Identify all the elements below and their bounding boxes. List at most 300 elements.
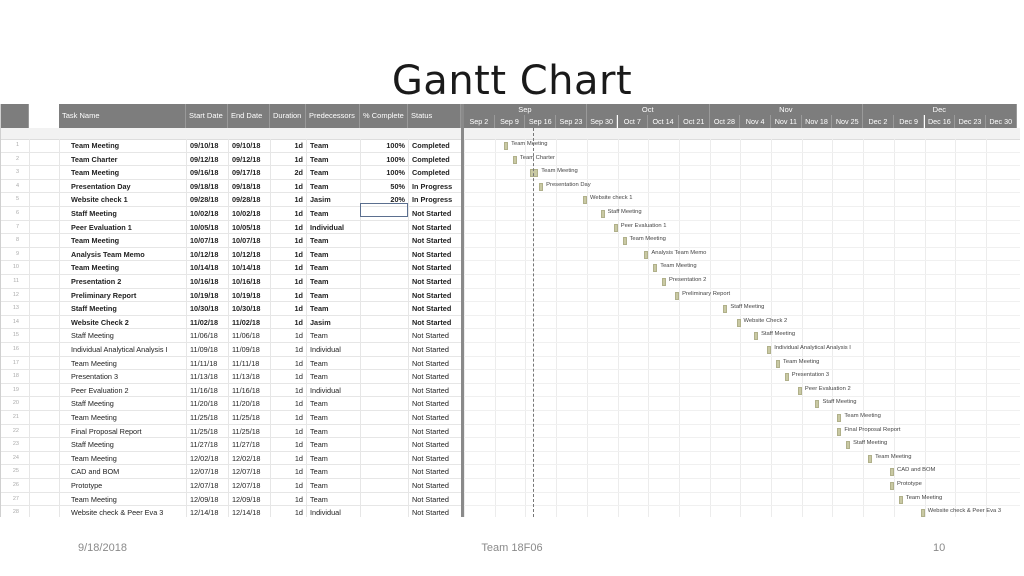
duration-cell[interactable]: 1d xyxy=(294,453,303,463)
week-header: Dec 9 xyxy=(894,115,925,128)
predecessors-cell[interactable]: Team xyxy=(310,453,328,463)
status-cell[interactable]: Not Started xyxy=(412,413,449,422)
col-divider xyxy=(306,139,307,517)
task-name-cell[interactable]: Team Meeting xyxy=(71,358,117,368)
task-bar[interactable] xyxy=(837,414,841,422)
predecessors-cell[interactable]: Individual xyxy=(310,508,341,517)
task-name-cell[interactable]: Peer Evaluation 1 xyxy=(71,222,132,232)
percent-complete-cell[interactable]: 100% xyxy=(386,141,405,150)
task-row[interactable] xyxy=(1,221,463,235)
task-row[interactable] xyxy=(1,493,463,507)
status-cell[interactable]: In Progress xyxy=(412,181,453,191)
task-name-cell[interactable]: Individual Analytical Analysis I xyxy=(71,345,168,354)
duration-cell[interactable]: 1d xyxy=(294,141,303,150)
start-date-cell[interactable]: 09/12/18 xyxy=(190,154,219,164)
percent-complete-cell[interactable] xyxy=(360,234,405,248)
gantt-row xyxy=(464,234,1020,248)
task-name-cell[interactable]: Final Proposal Report xyxy=(71,426,142,436)
today-marker-line xyxy=(533,128,534,517)
predecessors-cell[interactable]: Team xyxy=(310,181,329,191)
start-date-cell[interactable]: 10/07/18 xyxy=(190,236,219,246)
duration-cell[interactable]: 1d xyxy=(294,304,303,314)
task-name-cell[interactable]: Team Meeting xyxy=(71,236,120,246)
duration-cell[interactable]: 1d xyxy=(294,399,303,409)
task-row[interactable] xyxy=(1,384,463,398)
task-row[interactable] xyxy=(1,302,463,316)
status-cell[interactable]: Not Started xyxy=(412,236,452,246)
duration-cell[interactable]: 1d xyxy=(294,426,303,436)
start-date-cell[interactable]: 11/20/18 xyxy=(190,399,218,409)
status-cell[interactable]: Completed xyxy=(412,168,450,178)
end-date-cell[interactable]: 11/20/18 xyxy=(232,399,260,409)
task-bar[interactable] xyxy=(767,346,771,354)
predecessors-cell[interactable]: Team xyxy=(310,358,328,368)
end-date-cell[interactable]: 11/02/18 xyxy=(232,317,261,327)
task-bar[interactable] xyxy=(899,496,903,504)
end-date-cell[interactable]: 11/16/18 xyxy=(232,385,260,395)
task-name-cell[interactable]: Analysis Team Memo xyxy=(71,249,145,259)
task-bar[interactable] xyxy=(798,387,802,395)
task-bar-label: Preliminary Report xyxy=(682,290,731,297)
task-bar[interactable] xyxy=(662,278,666,286)
month-header: Nov xyxy=(710,104,864,115)
task-name-cell[interactable]: Team Meeting xyxy=(71,168,120,178)
start-date-cell[interactable]: 12/14/18 xyxy=(190,508,219,517)
task-bar[interactable] xyxy=(614,224,618,232)
end-date-cell[interactable]: 12/09/18 xyxy=(232,494,261,504)
task-name-cell[interactable]: Staff Meeting xyxy=(71,399,114,409)
status-cell[interactable]: Completed xyxy=(412,141,450,150)
task-row[interactable] xyxy=(1,465,463,479)
start-date-cell[interactable]: 12/07/18 xyxy=(190,467,219,477)
end-date-cell[interactable]: 11/09/18 xyxy=(232,345,260,354)
selected-cell[interactable] xyxy=(360,203,408,217)
footer-page-number: 10 xyxy=(933,542,946,554)
task-bar-label: Team Meeting xyxy=(875,453,912,460)
end-date-cell[interactable]: 11/11/18 xyxy=(232,358,260,368)
predecessors-cell[interactable]: Team xyxy=(310,481,328,490)
percent-complete-cell[interactable] xyxy=(360,302,405,316)
header-predecessors[interactable]: Predecessors xyxy=(306,104,360,128)
status-cell[interactable]: In Progress xyxy=(412,195,453,205)
duration-cell[interactable]: 1d xyxy=(294,236,303,246)
end-date-cell[interactable]: 10/07/18 xyxy=(232,236,261,246)
task-bar[interactable] xyxy=(723,305,727,313)
task-name-cell[interactable]: Team Meeting xyxy=(71,494,117,504)
task-bar[interactable] xyxy=(754,332,758,340)
start-date-cell[interactable]: 11/25/18 xyxy=(190,426,218,436)
status-cell[interactable]: Not Started xyxy=(412,277,452,286)
predecessors-cell[interactable]: Team xyxy=(310,168,329,178)
gantt-row xyxy=(464,180,1020,194)
header-task-name[interactable]: Task Name xyxy=(59,104,186,128)
task-name-cell[interactable]: Presentation 2 xyxy=(71,277,122,286)
task-bar-label: Presentation 3 xyxy=(791,372,830,379)
status-cell[interactable]: Not Started xyxy=(412,426,449,436)
status-cell[interactable]: Not Started xyxy=(412,467,449,477)
duration-cell[interactable]: 1d xyxy=(294,222,303,232)
predecessors-cell[interactable]: Team xyxy=(310,277,329,286)
month-header: Sep xyxy=(464,104,587,115)
task-bar[interactable] xyxy=(653,264,657,272)
task-row[interactable] xyxy=(1,234,463,248)
predecessors-cell[interactable]: Team xyxy=(310,413,328,422)
status-cell[interactable]: Not Started xyxy=(412,317,452,327)
percent-complete-cell[interactable] xyxy=(360,248,405,262)
task-bar[interactable] xyxy=(868,455,872,463)
status-cell[interactable]: Not Started xyxy=(412,440,449,450)
task-name-cell[interactable]: Team Meeting xyxy=(71,453,117,463)
predecessors-cell[interactable]: Team xyxy=(310,372,328,382)
gantt-row xyxy=(464,343,1020,357)
status-cell[interactable]: Not Started xyxy=(412,222,452,232)
row-number: 22 xyxy=(12,427,19,434)
gantt-row xyxy=(464,275,1020,289)
percent-complete-cell[interactable] xyxy=(360,411,405,425)
percent-complete-cell[interactable] xyxy=(360,397,405,411)
percent-complete-cell[interactable] xyxy=(360,438,405,452)
duration-cell[interactable]: 1d xyxy=(294,209,303,218)
task-row[interactable] xyxy=(1,397,463,411)
predecessors-cell[interactable]: Team xyxy=(310,331,328,341)
start-date-cell[interactable]: 09/10/18 xyxy=(190,141,219,150)
status-cell[interactable]: Not Started xyxy=(412,481,449,490)
task-bar-label: Prototype xyxy=(897,481,922,487)
task-name-cell[interactable]: Staff Meeting xyxy=(71,304,117,314)
duration-cell[interactable]: 2d xyxy=(294,168,303,178)
header-end-date[interactable]: End Date xyxy=(228,104,270,128)
task-row[interactable] xyxy=(1,289,463,303)
status-cell[interactable]: Not Started xyxy=(412,331,449,341)
row-number: 19 xyxy=(12,386,19,393)
task-bar[interactable] xyxy=(601,210,605,218)
gantt-row xyxy=(464,479,1020,493)
header-duration[interactable]: Duration xyxy=(270,104,306,128)
start-date-cell[interactable]: 10/30/18 xyxy=(190,304,219,314)
task-bar[interactable] xyxy=(583,196,587,204)
task-name-cell[interactable]: Team Meeting xyxy=(71,263,120,273)
gantt-timeline xyxy=(464,104,1020,517)
percent-complete-cell[interactable]: 100% xyxy=(386,154,405,164)
percent-complete-cell[interactable] xyxy=(360,275,405,289)
end-date-cell[interactable]: 10/30/18 xyxy=(232,304,261,314)
task-row[interactable] xyxy=(1,329,463,343)
predecessors-cell[interactable]: Team xyxy=(310,304,329,314)
percent-complete-cell[interactable] xyxy=(360,465,405,479)
status-cell[interactable]: Not Started xyxy=(412,263,452,273)
col-divider xyxy=(59,139,60,517)
predecessors-cell[interactable]: Team xyxy=(310,236,329,246)
task-row[interactable] xyxy=(1,411,463,425)
task-bar[interactable] xyxy=(815,400,819,408)
end-date-cell[interactable]: 12/02/18 xyxy=(232,453,261,463)
predecessors-cell[interactable]: Team xyxy=(310,209,329,218)
predecessors-cell[interactable]: Jasim xyxy=(310,317,331,327)
task-bar[interactable] xyxy=(539,183,543,191)
week-header: Nov 18 xyxy=(802,115,833,128)
col-divider xyxy=(360,139,361,517)
duration-cell[interactable]: 1d xyxy=(294,317,303,327)
row-number: 5 xyxy=(15,196,19,203)
task-row[interactable] xyxy=(1,479,463,493)
task-bar[interactable] xyxy=(513,156,517,164)
predecessors-cell[interactable]: Team xyxy=(310,263,329,273)
task-name-cell[interactable]: Presentation Day xyxy=(71,181,131,191)
predecessors-cell[interactable]: Team xyxy=(310,440,328,450)
end-date-cell[interactable]: 12/14/18 xyxy=(232,508,261,517)
row-number: 25 xyxy=(12,468,19,475)
task-row[interactable] xyxy=(1,438,463,452)
task-bar[interactable] xyxy=(644,251,648,259)
status-cell[interactable]: Not Started xyxy=(412,345,449,354)
task-row[interactable] xyxy=(1,425,463,439)
task-row[interactable] xyxy=(1,153,463,167)
predecessors-cell[interactable]: Individual xyxy=(310,385,341,395)
start-date-cell[interactable]: 11/27/18 xyxy=(190,440,218,450)
end-date-cell[interactable]: 10/02/18 xyxy=(232,209,261,218)
task-bar[interactable] xyxy=(675,292,679,300)
start-date-cell[interactable]: 10/05/18 xyxy=(190,222,219,232)
comment-icon[interactable]: ■ xyxy=(39,112,44,119)
predecessors-cell[interactable]: Jasim xyxy=(310,195,331,205)
header-status[interactable]: Status xyxy=(408,104,461,128)
status-cell[interactable]: Not Started xyxy=(412,453,449,463)
end-date-cell[interactable]: 11/27/18 xyxy=(232,440,260,450)
percent-complete-cell[interactable] xyxy=(360,479,405,493)
task-name-cell[interactable]: Peer Evaluation 2 xyxy=(71,385,129,395)
duration-cell[interactable]: 1d xyxy=(294,372,303,382)
end-date-cell[interactable]: 09/18/18 xyxy=(232,181,261,191)
task-name-cell[interactable]: Prototype xyxy=(71,481,103,490)
task-name-cell[interactable]: Team Charter xyxy=(71,154,118,164)
end-date-cell[interactable]: 09/28/18 xyxy=(232,195,261,205)
week-header: Sep 2 xyxy=(464,115,495,128)
percent-complete-cell[interactable] xyxy=(360,452,405,466)
end-date-cell[interactable]: 10/16/18 xyxy=(232,277,261,286)
task-bar[interactable] xyxy=(623,237,627,245)
percent-complete-cell[interactable] xyxy=(360,370,405,384)
task-name-cell[interactable]: CAD and BOM xyxy=(71,467,120,477)
task-name-cell[interactable]: Website Check 2 xyxy=(71,317,129,327)
end-date-cell[interactable]: 10/14/18 xyxy=(232,263,261,273)
start-date-cell[interactable]: 12/09/18 xyxy=(190,494,219,504)
status-cell[interactable]: Not Started xyxy=(412,358,449,368)
duration-cell[interactable]: 1d xyxy=(294,345,303,354)
duration-cell[interactable]: 1d xyxy=(294,154,303,164)
percent-complete-cell[interactable] xyxy=(360,289,405,303)
duration-cell[interactable]: 1d xyxy=(294,290,303,300)
percent-complete-cell[interactable]: 20% xyxy=(390,195,405,205)
task-row[interactable] xyxy=(1,180,463,194)
task-row[interactable] xyxy=(1,275,463,289)
status-cell[interactable]: Not Started xyxy=(412,385,449,395)
start-date-cell[interactable]: 12/07/18 xyxy=(190,481,219,490)
start-date-cell[interactable]: 11/16/18 xyxy=(190,385,218,395)
end-date-cell[interactable]: 12/07/18 xyxy=(232,481,261,490)
task-bar[interactable] xyxy=(890,482,894,490)
status-cell[interactable]: Not Started xyxy=(412,209,452,218)
start-date-cell[interactable]: 11/13/18 xyxy=(190,372,218,382)
task-name-cell[interactable]: Website check & Peer Eva 3 xyxy=(71,508,164,517)
task-bar-label: Staff Meeting xyxy=(853,440,888,447)
task-name-cell[interactable]: Preliminary Report xyxy=(71,290,137,300)
percent-complete-cell[interactable] xyxy=(360,506,405,517)
task-name-cell[interactable]: Staff Meeting xyxy=(71,440,114,450)
task-bar[interactable] xyxy=(776,360,780,368)
status-cell[interactable]: Not Started xyxy=(412,249,452,259)
percent-complete-cell[interactable] xyxy=(360,221,405,235)
end-date-cell[interactable]: 11/25/18 xyxy=(232,413,260,422)
start-date-cell[interactable]: 11/02/18 xyxy=(190,317,219,327)
task-bar-label: Team Meeting xyxy=(660,263,697,270)
task-name-cell[interactable]: Website check 1 xyxy=(71,195,128,205)
col-divider xyxy=(29,139,30,517)
predecessors-cell[interactable]: Team xyxy=(310,290,329,300)
task-bar[interactable] xyxy=(890,468,894,476)
task-row[interactable] xyxy=(1,261,463,275)
duration-cell[interactable]: 1d xyxy=(294,494,303,504)
end-date-cell[interactable]: 09/17/18 xyxy=(232,168,261,178)
percent-complete-cell[interactable] xyxy=(360,261,405,275)
percent-complete-cell[interactable]: 100% xyxy=(386,168,405,178)
row-number: 9 xyxy=(15,250,19,257)
task-row[interactable] xyxy=(1,248,463,262)
task-name-cell[interactable]: Team Meeting xyxy=(71,141,120,150)
task-bar-label: Team Meeting xyxy=(511,141,548,147)
end-date-cell[interactable]: 10/05/18 xyxy=(232,222,261,232)
status-cell[interactable]: Not Started xyxy=(412,494,449,504)
status-cell[interactable]: Not Started xyxy=(412,372,449,382)
header-start-date[interactable]: Start Date xyxy=(186,104,228,128)
percent-complete-cell[interactable] xyxy=(360,343,405,357)
status-cell[interactable]: Completed xyxy=(412,154,450,164)
duration-cell[interactable]: 1d xyxy=(294,413,303,422)
task-name-cell[interactable]: Staff Meeting xyxy=(71,209,117,218)
end-date-cell[interactable]: 11/25/18 xyxy=(232,426,260,436)
task-row[interactable] xyxy=(1,506,463,517)
duration-cell[interactable]: 1d xyxy=(294,181,303,191)
task-bar[interactable] xyxy=(737,319,741,327)
task-bar-label: Staff Meeting xyxy=(607,209,642,215)
start-date-cell[interactable]: 11/09/18 xyxy=(190,345,218,354)
percent-complete-cell[interactable]: 50% xyxy=(390,181,405,191)
gantt-row xyxy=(464,221,1020,235)
row-number: 18 xyxy=(12,373,19,380)
predecessors-cell[interactable]: Individual xyxy=(310,222,345,232)
task-row[interactable] xyxy=(1,357,463,371)
start-date-cell[interactable]: 11/06/18 xyxy=(190,331,218,341)
start-date-cell[interactable]: 09/28/18 xyxy=(190,195,219,205)
predecessors-cell[interactable]: Team xyxy=(310,494,328,504)
start-date-cell[interactable]: 10/16/18 xyxy=(190,277,219,286)
duration-cell[interactable]: 1d xyxy=(294,467,303,477)
task-row[interactable] xyxy=(1,139,463,153)
duration-cell[interactable]: 1d xyxy=(294,385,303,395)
task-bar[interactable] xyxy=(785,373,789,381)
task-name-cell[interactable]: Team Meeting xyxy=(71,413,117,422)
start-date-cell[interactable]: 10/14/18 xyxy=(190,263,219,273)
info-icon[interactable]: i xyxy=(31,112,33,119)
end-date-cell[interactable]: 09/12/18 xyxy=(232,154,261,164)
percent-complete-cell[interactable] xyxy=(360,425,405,439)
percent-complete-cell[interactable] xyxy=(360,316,405,330)
predecessors-cell[interactable]: Individual xyxy=(310,345,341,354)
status-cell[interactable]: Not Started xyxy=(412,399,449,409)
end-date-cell[interactable]: 12/07/18 xyxy=(232,467,261,477)
task-name-cell[interactable]: Staff Meeting xyxy=(71,331,114,341)
predecessors-cell[interactable]: Team xyxy=(310,426,328,436)
header-percent-complete[interactable]: % Complete xyxy=(360,104,408,128)
percent-complete-cell[interactable] xyxy=(360,493,405,507)
end-date-cell[interactable]: 10/12/18 xyxy=(232,249,261,259)
duration-cell[interactable]: 1d xyxy=(294,358,303,368)
task-row[interactable] xyxy=(1,370,463,384)
predecessors-cell[interactable]: Team xyxy=(310,141,329,150)
duration-cell[interactable]: 1d xyxy=(294,249,303,259)
start-date-cell[interactable]: 10/02/18 xyxy=(190,209,219,218)
gantt-row xyxy=(464,302,1020,316)
task-bar[interactable] xyxy=(530,169,538,177)
status-cell[interactable]: Not Started xyxy=(412,304,452,314)
predecessors-cell[interactable]: Team xyxy=(310,154,329,164)
start-date-cell[interactable]: 10/12/18 xyxy=(190,249,219,259)
task-bar[interactable] xyxy=(837,428,841,436)
duration-cell[interactable]: 1d xyxy=(294,481,303,490)
gantt-row xyxy=(464,411,1020,425)
percent-complete-cell[interactable] xyxy=(360,329,405,343)
duration-cell[interactable]: 1d xyxy=(294,508,303,517)
duration-cell[interactable]: 1d xyxy=(294,440,303,450)
percent-complete-cell[interactable] xyxy=(360,357,405,371)
start-date-cell[interactable]: 11/11/18 xyxy=(190,358,218,368)
predecessors-cell[interactable]: Team xyxy=(310,249,329,259)
week-header: Nov 11 xyxy=(771,115,802,128)
duration-cell[interactable]: 1d xyxy=(294,331,303,341)
status-cell[interactable]: Not Started xyxy=(412,290,452,300)
gantt-row xyxy=(464,139,1020,153)
task-name-cell[interactable]: Presentation 3 xyxy=(71,372,119,382)
task-row[interactable] xyxy=(1,316,463,330)
end-date-cell[interactable]: 09/10/18 xyxy=(232,141,261,150)
task-bar-label: Website check 1 xyxy=(590,195,633,202)
duration-cell[interactable]: 1d xyxy=(294,263,303,273)
start-date-cell[interactable]: 09/16/18 xyxy=(190,168,219,178)
task-bar[interactable] xyxy=(921,509,925,517)
predecessors-cell[interactable]: Team xyxy=(310,399,328,409)
task-bar[interactable] xyxy=(504,142,508,150)
end-date-cell[interactable]: 10/19/18 xyxy=(232,290,261,300)
row-number: 6 xyxy=(15,210,19,216)
end-date-cell[interactable]: 11/06/18 xyxy=(232,331,260,341)
row-number-header xyxy=(1,104,29,128)
task-row[interactable] xyxy=(1,343,463,357)
task-row[interactable] xyxy=(1,166,463,180)
edit-icon[interactable]: / xyxy=(51,112,53,119)
predecessors-cell[interactable]: Team xyxy=(310,467,328,477)
start-date-cell[interactable]: 12/02/18 xyxy=(190,453,219,463)
status-cell[interactable]: Not Started xyxy=(412,508,449,517)
end-date-cell[interactable]: 11/13/18 xyxy=(232,372,260,382)
start-date-cell[interactable]: 10/19/18 xyxy=(190,290,219,300)
percent-complete-cell[interactable] xyxy=(360,384,405,398)
task-bar[interactable] xyxy=(846,441,850,449)
task-row[interactable] xyxy=(1,452,463,466)
start-date-cell[interactable]: 11/25/18 xyxy=(190,413,218,422)
start-date-cell[interactable]: 09/18/18 xyxy=(190,181,219,191)
duration-cell[interactable]: 1d xyxy=(294,195,303,205)
gantt-row xyxy=(464,166,1020,180)
duration-cell[interactable]: 1d xyxy=(294,277,303,286)
